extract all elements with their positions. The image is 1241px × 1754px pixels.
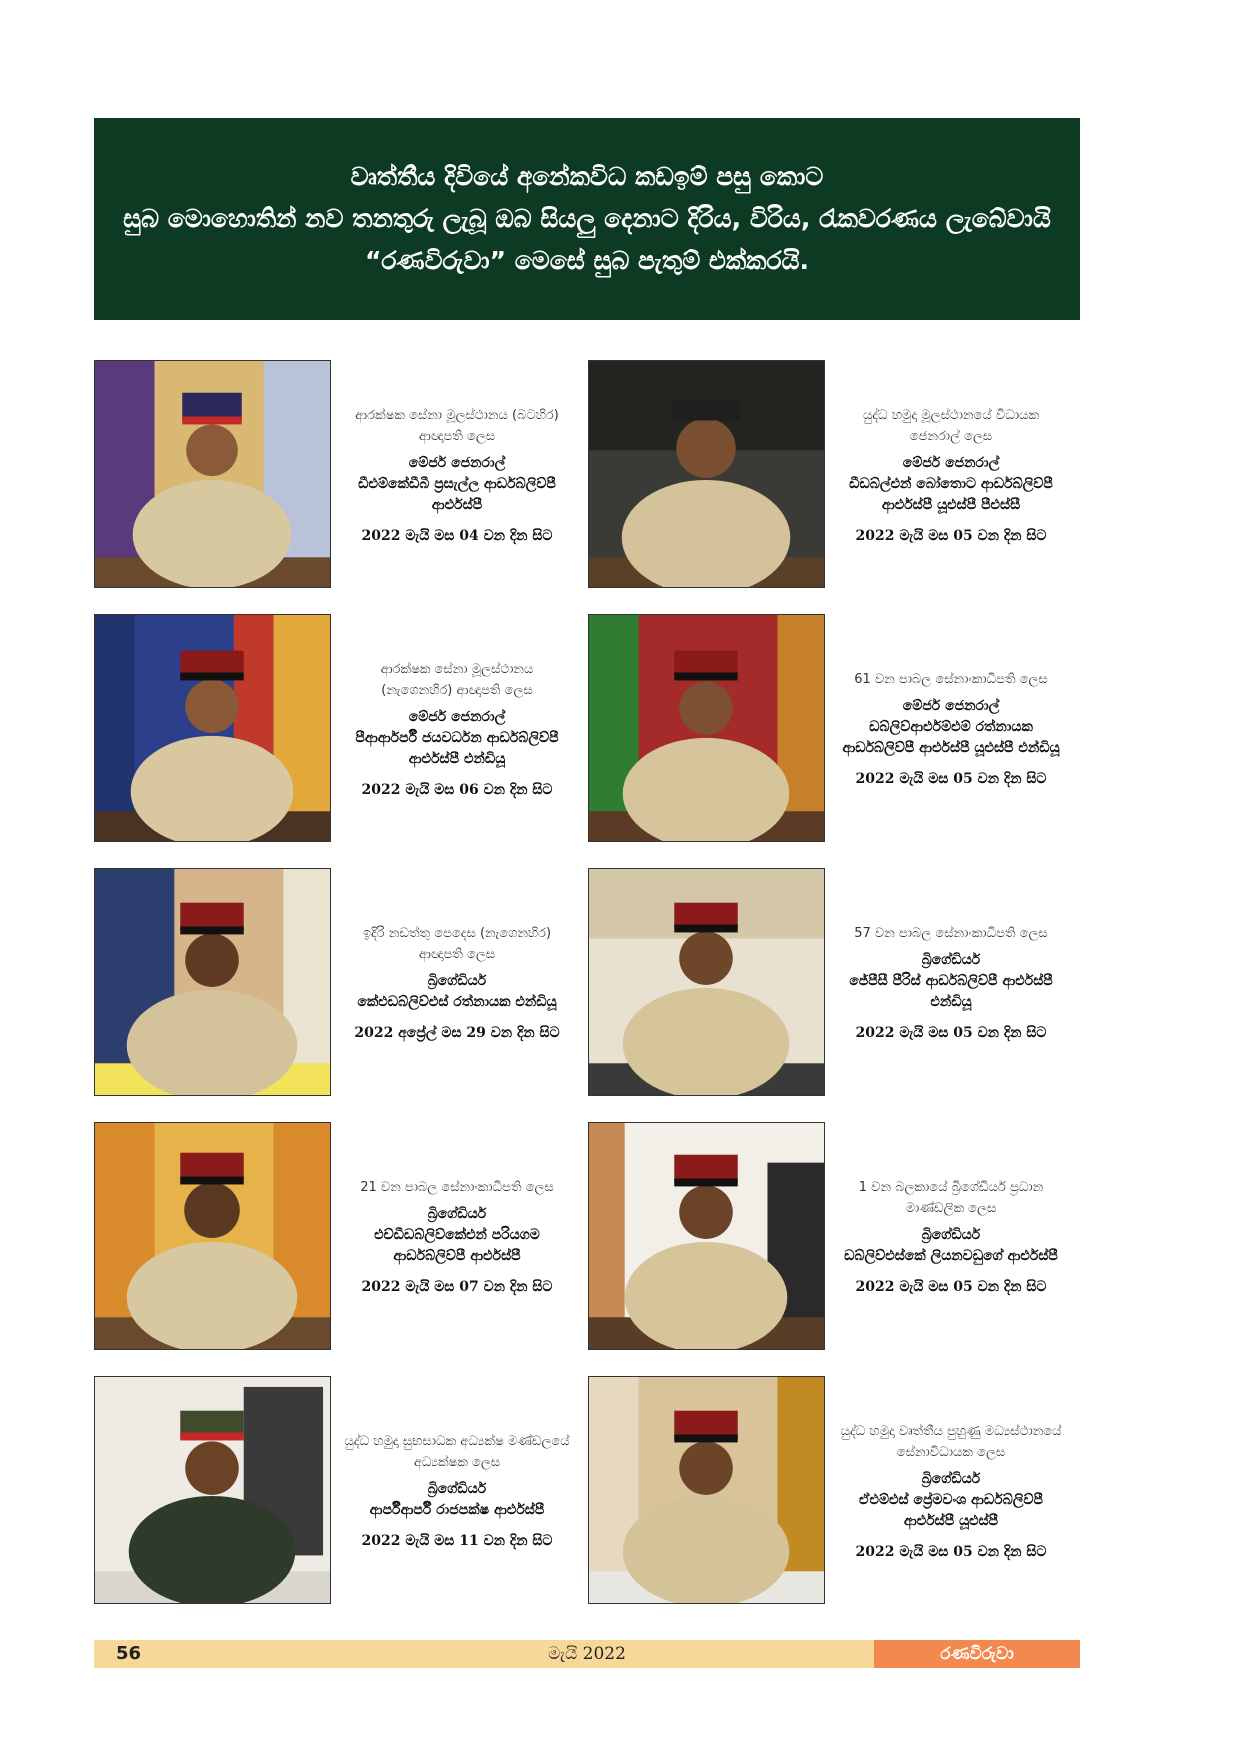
appointment-text xyxy=(838,614,1064,842)
appointment-card xyxy=(94,614,570,844)
officer-name: ජේපීසී පීරිස් ආර්ඩබ්ලිව්පී ආර්එස්පී එන්ඩියූ xyxy=(849,973,1053,1010)
rank: මේජර් ජෙනරාල් xyxy=(902,454,1000,471)
appointment-text xyxy=(344,614,570,842)
appointment-card xyxy=(588,1376,1064,1606)
appointment-text xyxy=(344,360,570,588)
officer-photo xyxy=(94,360,331,588)
officer-photo xyxy=(588,1376,825,1604)
officer-name: ඒඑම්එස් ප්‍රේමවංශ ආර්ඩබ්ලිව්පී ආර්එස්පී යූඑස්පී xyxy=(859,1491,1043,1529)
page-footer xyxy=(94,1640,1080,1668)
appointment-card xyxy=(94,1122,570,1352)
posting: 57 වන පාබල සේනාංකාධිපති ලෙස xyxy=(854,926,1048,941)
posting: ආරක්ෂක සේනා මූලස්ථානය (නැගෙනහිර) ආඥාපති ලෙස xyxy=(380,661,534,698)
effective-date: 2022 මැයි මස 05 වන දින සිට xyxy=(855,771,1047,787)
posting: 1 වන බලකායේ බ්‍රිගේඩියර් ප්‍රධාන මාණ්ඩලික ලෙස xyxy=(858,1180,1044,1216)
appointment-card xyxy=(94,1376,570,1606)
appointment-text xyxy=(344,1376,570,1604)
rank: බ්‍රිගේඩියර් xyxy=(427,1206,487,1222)
officer-photo xyxy=(588,868,825,1096)
rank: මේජර් ජෙනරාල් xyxy=(408,454,506,471)
effective-date: 2022 මැයි මස 06 වන දින සිට xyxy=(361,781,553,798)
posting: යුද්ධ හමුදා සුභසාධක අධ්‍යක්ෂ මණ්ඩලයේ අධ්‍යක්ෂක ලෙස xyxy=(344,1434,570,1470)
posting: ආරක්ෂක සේනා මූලස්ථානය (බටහිර) ආඥාපති ලෙස xyxy=(355,407,559,444)
effective-date: 2022 මැයි මස 05 වන දින සිට xyxy=(855,1025,1047,1041)
officer-name: එච්ඩීඩබ්ලිව්කේඑන් පරියගම ආර්ඩබ්ලිව්පී ආර්එස්පී xyxy=(374,1227,540,1264)
banner-line-2: සුබ මොහොතින් නව තනතුරු ලැබූ ඔබ සියලු දෙනාට දිරිය, විරිය, රැකවරණය ලැබේවායි xyxy=(123,204,1051,233)
officer-name: ආර්පීආර්පී රාජපක්ෂ ආර්එස්පී xyxy=(369,1502,545,1518)
officer-name: ඩීඑම්කේඩීබී ප්‍රසැල්ල ආර්ඩබ්ලිව්පී ආර්එස්පී xyxy=(358,475,556,513)
rank: මේජර් ජෙනරාල් xyxy=(902,698,1000,714)
rank: බ්‍රිගේඩියර් xyxy=(427,1481,487,1497)
rank: මේජර් ජෙනරාල් xyxy=(408,708,506,725)
effective-date: 2022 මැයි මස 07 වන දින සිට xyxy=(361,1279,553,1295)
appointment-text xyxy=(344,1122,570,1350)
officer-name: ඩීඩබ්ල්එන් බෝතොට ආර්ඩබ්ලිව්පී ආර්එස්පී යූඑස්පී පීඑස්සී xyxy=(849,475,1053,513)
officer-photo xyxy=(94,614,331,842)
officer-photo xyxy=(588,360,825,588)
appointment-card xyxy=(588,868,1064,1098)
appointment-card xyxy=(588,360,1064,590)
rank: බ්‍රිගේඩියර් xyxy=(921,1470,981,1487)
appointment-card xyxy=(588,1122,1064,1352)
officer-photo xyxy=(588,614,825,842)
appointment-card xyxy=(588,614,1064,844)
effective-date: 2022 අප්‍රේල් මස 29 වන දින සිට xyxy=(354,1025,560,1041)
appointment-text xyxy=(838,360,1064,588)
magazine-brand: රණවිරුවා xyxy=(874,1640,1080,1668)
appointment-text xyxy=(838,1376,1064,1604)
effective-date: 2022 මැයි මස 05 වන දින සිට xyxy=(855,1543,1047,1560)
page-number: 56 xyxy=(116,1643,142,1664)
banner-line-3: “රණවිරුවා” මෙසේ සුබ පැතුම් එක්කරයි. xyxy=(364,246,810,275)
officer-name: ඩබ්ලිව්එස්කේ ලියනවඩුගේ ආර්එස්පී xyxy=(844,1248,1058,1264)
rank: බ්‍රිගේඩියර් xyxy=(921,952,981,968)
appointment-text xyxy=(838,868,1064,1096)
effective-date: 2022 මැයි මස 05 වන දින සිට xyxy=(855,527,1047,544)
appointment-text xyxy=(344,868,570,1096)
posting: 21 වන පාබල සේනාංකාධිපති ලෙස xyxy=(360,1180,554,1195)
appointment-text xyxy=(838,1122,1064,1350)
banner-line-1: වෘත්තීය දිවියේ අනේකවිධ කඩඉම් පසු කොට xyxy=(350,162,824,191)
officer-photo xyxy=(588,1122,825,1350)
appointment-card xyxy=(94,868,570,1098)
posting: යුද්ධ හමුදා මූලස්ථානයේ විධායක ජෙනරාල් ලෙස xyxy=(862,407,1040,444)
officer-photo xyxy=(94,1122,331,1350)
effective-date: 2022 මැයි මස 11 වන දින සිට xyxy=(361,1533,553,1549)
greeting-banner xyxy=(94,118,1080,320)
officer-photo xyxy=(94,868,331,1096)
effective-date: 2022 මැයි මස 05 වන දින සිට xyxy=(855,1279,1047,1295)
posting: යුද්ධ හමුදා වෘත්තීය පුහුණු මධ්‍යස්ථානයේ සේනාවිධායක ලෙස xyxy=(840,1423,1062,1460)
posting: ඉදිරි නඩත්තු පෙදෙස (නැගෙනහිර) ආඥාපති ලෙස xyxy=(362,926,552,962)
issue-label: මැයි 2022 xyxy=(548,1644,626,1664)
posting: 61 වන පාබල සේනාංකාධිපති ලෙස xyxy=(854,672,1048,687)
officer-name: පීආර්ආර්පී ජයවර්ධන ආර්ඩබ්ලිව්පී ආර්එස්පී එන්ඩියූ xyxy=(355,729,559,767)
rank: බ්‍රිගේඩියර් xyxy=(427,973,487,989)
officer-name: ඩබ්ලිව්ආර්එම්එම් රත්නායක ආර්ඩබ්ලිව්පී ආර්එස්පී යූඑස්පී එන්ඩියූ xyxy=(842,719,1060,756)
officer-name: කේඑඩබ්ලිව්එස් රත්නායක එන්ඩියූ xyxy=(357,994,557,1010)
appointment-card xyxy=(94,360,570,590)
officer-photo xyxy=(94,1376,331,1604)
effective-date: 2022 මැයි මස 04 වන දින සිට xyxy=(361,527,553,544)
rank: බ්‍රිගේඩියර් xyxy=(921,1227,981,1243)
